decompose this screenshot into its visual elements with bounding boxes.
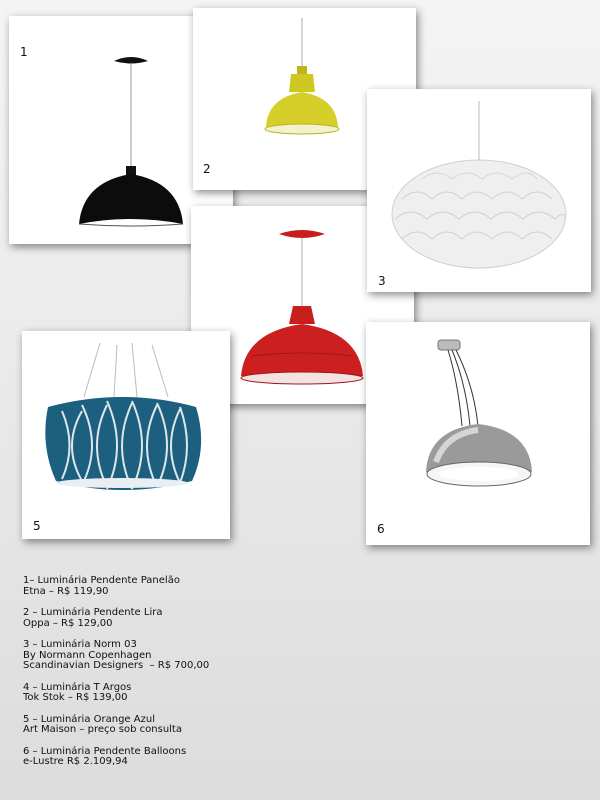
caption-line: By Normann Copenhagen [23, 649, 152, 661]
blue-lattice-pendant-lamp-image [22, 331, 230, 539]
caption-line: 6 – Luminária Pendente Balloons [23, 745, 187, 757]
product-card-3[interactable] [367, 89, 591, 292]
product-number: 5 [33, 519, 41, 533]
product-number: 2 [203, 162, 211, 176]
caption-line: Scandinavian Designers – R$ 700,00 [23, 660, 210, 671]
chrome-balloon-pendant-lamp-image [366, 322, 590, 545]
product-card-5[interactable] [22, 331, 230, 539]
caption-line: Art Maison – preço sob consulta [23, 724, 182, 735]
product-number: 1 [20, 45, 28, 59]
product-captions [23, 576, 423, 779]
caption-5 [23, 715, 423, 736]
product-number: 6 [377, 522, 385, 536]
caption-4 [23, 683, 423, 704]
caption-line: 2 – Luminária Pendente Lira [23, 607, 163, 618]
caption-2 [23, 608, 423, 629]
caption-line: 1– Luminária Pendente Panelão [23, 575, 180, 586]
caption-line: 4 – Luminária T Argos [23, 681, 132, 693]
caption-line: Tok Stok – R$ 139,00 [23, 692, 128, 703]
caption-6 [23, 747, 423, 768]
white-petal-pendant-lamp-image [367, 89, 591, 292]
caption-line: 3 – Luminária Norm 03 [23, 639, 137, 650]
caption-3 [23, 640, 423, 672]
caption-line: 5 – Luminária Orange Azul [23, 713, 155, 725]
caption-1 [23, 576, 423, 597]
caption-line: e-Lustre R$ 2.109,94 [23, 756, 128, 767]
product-card-6[interactable] [366, 322, 590, 545]
caption-line: Oppa – R$ 129,00 [23, 617, 113, 629]
caption-line: Etna – R$ 119,90 [23, 585, 109, 597]
product-number: 3 [378, 274, 386, 288]
